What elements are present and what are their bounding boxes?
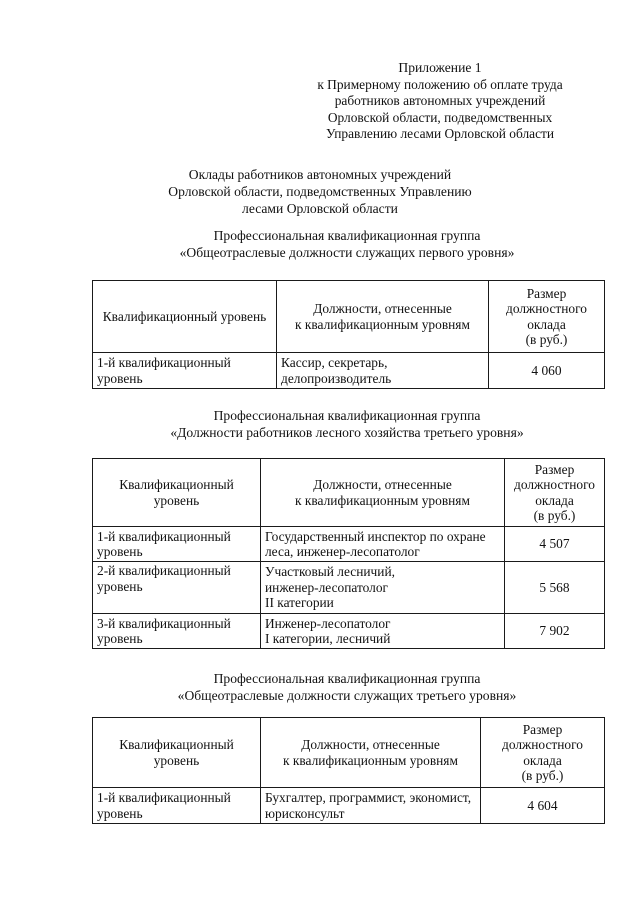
- header-level: Квалификационный уровень: [93, 281, 277, 353]
- document-title: [140, 166, 500, 217]
- title-line: лесами Орловской области: [242, 201, 398, 216]
- table-row: [93, 788, 605, 824]
- group-title-2: Профессиональная квалификационная группа «Должности работников лесного хозяйства третьего уровня»: [170, 408, 524, 440]
- table-header-row: [93, 718, 605, 788]
- group-title-3: Профессиональная квалификационная группа «Общеотраслевые должности служащих третьего уровня»: [177, 671, 517, 703]
- cell-positions: Инженер-лесопатолог I категории, лесничий: [261, 614, 505, 649]
- salary-table-3: [92, 717, 605, 824]
- cell-salary: 4 604: [481, 788, 605, 824]
- table-row: [93, 527, 605, 562]
- header-salary: Размер должностного оклада (в руб.): [481, 718, 605, 788]
- cell-level: 1-й квалификационный уровень: [93, 527, 261, 562]
- cell-positions: Кассир, секретарь, делопроизводитель: [277, 353, 489, 389]
- cell-level: 3-й квалификационный уровень: [93, 614, 261, 649]
- cell-salary: 7 902: [505, 614, 605, 649]
- title-line: Оклады работников автономных учреждений: [188, 167, 452, 182]
- table-header-row: [93, 281, 605, 353]
- cell-positions: Государственный инспектор по охране леса, инженер-лесопатолог: [261, 527, 505, 562]
- header-level: Квалификационный уровень: [93, 718, 261, 788]
- header-salary: Размер должностного оклада (в руб.): [489, 281, 605, 353]
- group-title-1: Профессиональная квалификационная группа «Общеотраслевые должности служащих первого уровня»: [179, 228, 515, 260]
- cell-salary: 4 507: [505, 527, 605, 562]
- header-positions: Должности, отнесенные к квалификационным уровням: [261, 718, 481, 788]
- cell-salary: 5 568: [505, 562, 605, 614]
- table-row: [93, 353, 605, 389]
- appendix-line: к Примерному положению об оплате труда: [317, 76, 563, 92]
- appendix-line: Орловской области, подведомственных: [327, 109, 553, 125]
- table-row: [93, 614, 605, 649]
- cell-level: 1-й квалификационный уровень: [93, 353, 277, 389]
- header-salary: Размер должностного оклада (в руб.): [505, 459, 605, 527]
- title-line: Орловской области, подведомственных Управлению: [168, 184, 472, 199]
- header-positions: Должности, отнесенные к квалификационным уровням: [261, 459, 505, 527]
- cell-positions: Участковый лесничий, инженер-лесопатолог II категории: [261, 562, 505, 614]
- appendix-header: [300, 60, 580, 143]
- appendix-line: работников автономных учреждений: [334, 93, 546, 108]
- salary-table-2: [92, 458, 605, 649]
- salary-table-1: [92, 280, 605, 389]
- appendix-line: Управлению лесами Орловской области: [325, 126, 555, 141]
- appendix-number: Приложение 1: [398, 60, 482, 75]
- cell-positions: Бухгалтер, программист, экономист, юрисконсульт: [261, 788, 481, 824]
- cell-level: 2-й квалификационный уровень: [93, 562, 261, 614]
- header-level: Квалификационный уровень: [93, 459, 261, 527]
- cell-level: 1-й квалификационный уровень: [93, 788, 261, 824]
- header-positions: Должности, отнесенные к квалификационным уровням: [277, 281, 489, 353]
- table-header-row: [93, 459, 605, 527]
- cell-salary: 4 060: [489, 353, 605, 389]
- table-row: [93, 562, 605, 614]
